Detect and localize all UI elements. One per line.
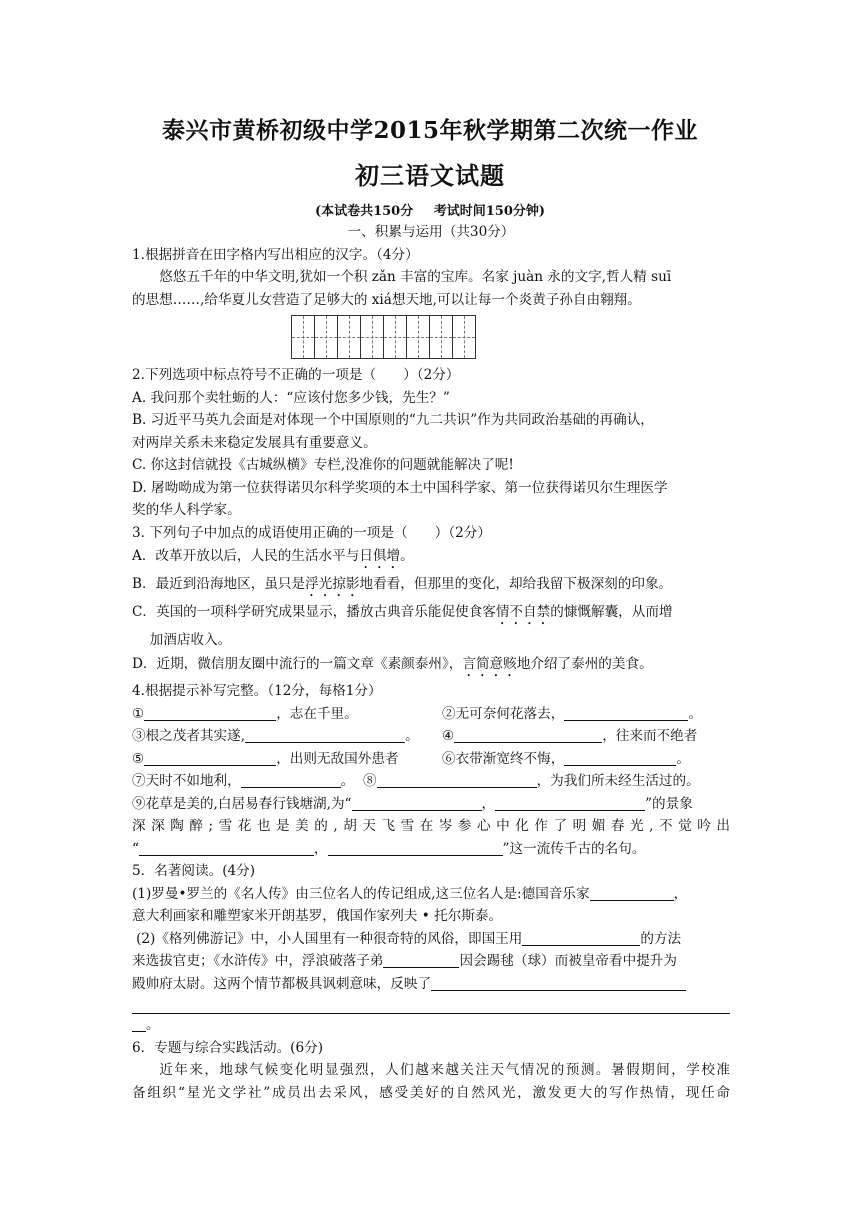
answer-blank[interactable] <box>564 705 688 721</box>
exam-content <box>132 221 730 1104</box>
exam-info <box>0 200 860 219</box>
question-5-stem: 5．名著阅读。(4分) <box>132 863 256 879</box>
answer-blank[interactable] <box>139 840 314 856</box>
question-2-option-d-cont: 奖的华人科学家。 <box>132 502 241 518</box>
grid-cell[interactable] <box>406 315 430 359</box>
exam-title: 泰兴市黄桥初级中学2015年秋学期第二次统一作业 <box>161 117 698 144</box>
answer-blank[interactable] <box>495 795 645 811</box>
question-5-part-2-end: 。 <box>132 1014 730 1037</box>
question-3-option-d: D．近期，微信朋友圈中流行的一篇文章《素颜泰州》，言简意赅地介绍了泰州的美食。 <box>132 656 653 672</box>
question-1-passage-line1: 悠悠五千年的中华文明,犹如一个积 zǎn 丰富的宝库。名家 juàn 永的文字,哲人精 suī <box>159 269 672 285</box>
question-2-stem: 2.下列选项中标点符号不正确的一项是（ ）（2分） <box>132 367 460 383</box>
question-5-part-2-cont: 殿帅府太尉。这两个情节都极具讽刺意味，反映了 <box>132 973 730 996</box>
answer-blank[interactable] <box>132 1016 146 1032</box>
question-2-option-c: C. 你这封信就投《古城纵横》专栏,没准你的问题就能解决了呢! <box>132 457 514 473</box>
question-3-option-c: C．英国的一项科学研究成果显示，播放古典音乐能促使食客情不自禁的慷慨解囊，从而增 <box>132 604 673 620</box>
answer-blank[interactable] <box>144 750 276 766</box>
question-1-passage-line2: 的思想……,给华夏儿女营造了足够大的 xiá想天地,可以让每一个炎黄子孙自由翱翔。 <box>132 291 641 308</box>
section-heading: 一、积累与运用（共30分） <box>347 224 515 240</box>
question-4-stem: 4.根据提示补写完整。（12分，每格1分） <box>132 683 382 699</box>
grid-cell[interactable] <box>383 315 407 359</box>
question-1-stem: 1.根据拼音在田字格内写出相应的汉字。（4分） <box>132 246 419 263</box>
answer-blank[interactable] <box>564 750 676 766</box>
dotted-idiom: 言简意赅 <box>462 656 517 672</box>
answer-blank[interactable] <box>431 975 686 991</box>
question-6-line1: 近年来，地球气候变化明显强烈，人们越来越关注天气情况的预测。暑假期间，学校准 <box>159 1062 730 1078</box>
question-4-line: 深深陶醉;雪花也是美的,胡天飞雪在岑参心中化作了明媚春光,不觉吟出 <box>132 818 730 834</box>
grid-cell[interactable] <box>291 315 315 359</box>
question-3-option-b: B．最近到沿海地区，虽只是浮光掠影地看看，但那里的变化，却给我留下极深刻的印象。 <box>132 576 673 592</box>
answer-blank[interactable] <box>454 727 602 743</box>
question-3-stem: 3. 下列句子中加点的成语使用正确的一项是（ ）（2分） <box>132 524 491 541</box>
answer-blank[interactable] <box>377 772 537 788</box>
question-2-option-b-cont: 对两岸关系未来稳定发展具有重要意义。 <box>132 434 377 451</box>
question-2-option-b: B. 习近平马英九会面是对体现一个中国原则的“九二共识”作为共同政治基础的再确认， <box>132 412 654 428</box>
answer-blank[interactable] <box>241 772 341 788</box>
answer-blank[interactable] <box>328 840 503 856</box>
dotted-idiom: 浮光掠影 <box>305 576 360 592</box>
answer-blank[interactable] <box>144 705 276 721</box>
grid-cell[interactable] <box>452 315 476 359</box>
question-5-part-2-cont: 来选拔官吏；《水浒传》中，浮浪破落子弟 因会踢毬（球）而被皇帝看中提升为 <box>132 953 677 969</box>
answer-blank[interactable] <box>383 952 459 968</box>
total-score: (本试卷共150分 <box>314 204 414 219</box>
answer-blank[interactable] <box>590 885 674 901</box>
question-4-row: ⑤ ，出则无敌国外患者 ⑥衣带渐宽终不悔， 。 <box>132 750 690 767</box>
grid-cell[interactable] <box>360 315 384 359</box>
exam-subtitle: 初三语文试题 <box>355 161 505 190</box>
exam-duration: 考试时间150分钟) <box>433 204 546 219</box>
question-3-option-a: A．改革开放以后，人民的生活水平与日俱增。 <box>132 548 414 564</box>
question-4-row: ⑦天时不如地利， 。 ⑧ ，为我们所未经生活过的。 <box>132 773 700 789</box>
question-5-part-1-cont: 意大利画家和雕塑家米开朗基罗，俄国作家列夫 • 托尔斯泰。 <box>132 908 503 924</box>
question-2-option-a: A. 我问那个卖牡蛎的人：“应该付您多少钱，先生？” <box>132 389 450 406</box>
question-2-option-d: D. 屠呦呦成为第一位获得诺贝尔科学奖项的本土中国科学家、第一位获得诺贝尔生理医学 <box>132 479 668 496</box>
question-4-row: ⑨花草是美的,白居易春行钱塘湖,为“ ， ”的景象 <box>132 795 693 812</box>
question-4-row: ③根之茂者其实遂, 。 ④ ，往来而不绝者 <box>132 728 698 744</box>
question-6-stem: 6．专题与综合实践活动。(6分) <box>132 1039 324 1056</box>
question-6-line2: 备组织“星光文学社”成员出去采风，感受美好的自然风光，激发更大的写作热情，现任命 <box>132 1084 730 1101</box>
tianzige-grid <box>292 315 502 359</box>
question-4-row: ① ，志在千里。 ②无可奈何花落去， 。 <box>132 705 702 722</box>
answer-blank[interactable] <box>352 795 482 811</box>
answer-line[interactable] <box>132 995 730 1014</box>
question-5-part-1: (1)罗曼•罗兰的《名人传》由三位名人的传记组成,这三位名人是:德国音乐家 ， <box>132 885 688 902</box>
grid-cell[interactable] <box>429 315 453 359</box>
question-3-option-c-cont: 加酒店收入。 <box>149 632 232 648</box>
grid-cell[interactable] <box>314 315 338 359</box>
answer-blank[interactable] <box>245 727 405 743</box>
question-5-part-2: (2)《格列佛游记》中，小人国里有一种很奇特的风俗，即国王用 的方法 <box>136 930 682 947</box>
question-4-row: “ ， ”这一流传千古的名句。 <box>132 840 646 857</box>
grid-cell[interactable] <box>337 315 361 359</box>
dotted-idiom: 情不自禁 <box>495 604 551 620</box>
dotted-idiom: 日俱增 <box>359 548 401 564</box>
answer-blank[interactable] <box>522 930 640 946</box>
